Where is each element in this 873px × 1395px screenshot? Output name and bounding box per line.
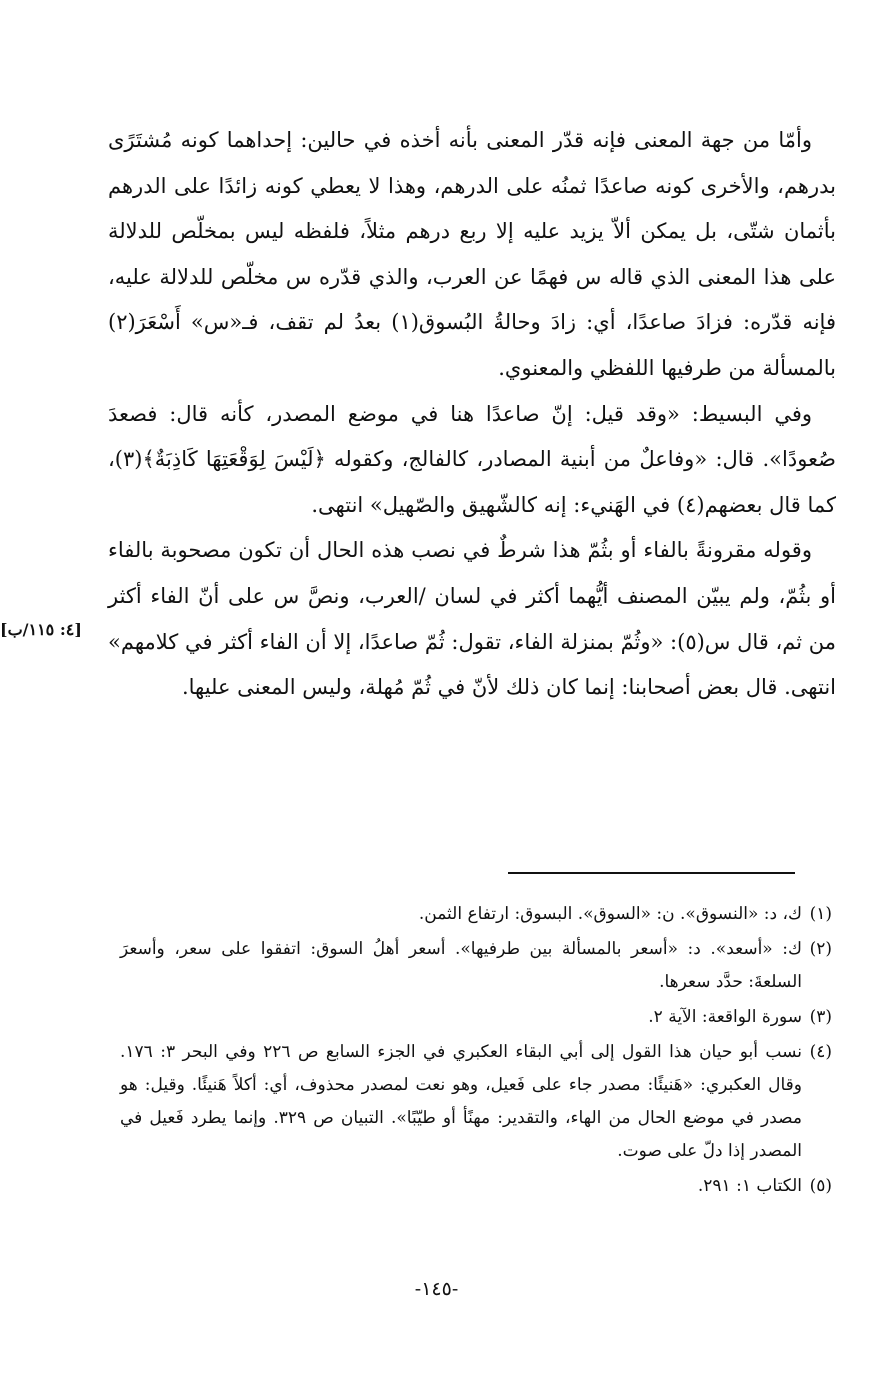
footnote-divider bbox=[508, 872, 795, 874]
footnote-text: سورة الواقعة: الآية ٢. bbox=[648, 1007, 802, 1027]
footnote bbox=[120, 898, 832, 931]
footnote bbox=[120, 1170, 832, 1203]
footnote-text: ك: «أسعد». د: «أسعر بالمسألة بين طرفيها». أسعر أهلُ السوق: اتفقوا على سعر، وأسعرَ السلعةَ: حدَّد سعرها. bbox=[120, 939, 802, 992]
footnote bbox=[120, 1001, 832, 1034]
footnote-number: (١) bbox=[809, 904, 832, 924]
footnote bbox=[120, 1036, 832, 1168]
footnote bbox=[120, 933, 832, 999]
footnote-number: (٣) bbox=[809, 1007, 832, 1027]
paragraph-1: وأمّا من جهة المعنى فإنه قدّر المعنى بأنه أخذه في حالين: إحداهما كونه مُشتَرًى بدرهم، والأخرى كونه صاعدًا ثمنُه على الدرهم، وهذا لا يعطي كونه زائدًا على الدرهم بأثمان شتّى، بل يمكن ألاّ يزيد عليه إلا ربع درهم مثلاً، فلفظه ليس بمخلّص للدلالة على هذا المعنى الذي قاله س فهمًا عن العرب، والذي قدّره س مخلّص للدلالة عليه، فإنه قدّره: فزادَ صاعدًا، أي: زادَ وحالةُ البُسوق(١) بعدُ لم تقف، فـ«س» أَسْعَرَ(٢) بالمسألة من طرفيها اللفظي والمعنوي. bbox=[108, 128, 836, 380]
main-text bbox=[108, 118, 836, 711]
footnote-text: ك، د: «النسوق». ن: «السوق». البسوق: ارتفاع الثمن. bbox=[418, 904, 802, 924]
footnote-number: (٤) bbox=[809, 1042, 832, 1062]
footnotes bbox=[120, 898, 832, 1205]
manuscript-folio-note: [٤: ١١٥/ب] bbox=[0, 620, 82, 639]
paragraph-2: وفي البسيط: «وقد قيل: إنّ صاعدًا هنا في موضع المصدر، كأنه قال: فصعدَ صُعودًا». قال: «وفاعلٌ من أبنية المصادر، كالفالج، وكقوله ﴿لَيْسَ لِوَقْعَتِهَا كَاذِبَةٌ﴾(٣)، كما قال بعضهم(٤) في الهَنيء: إنه كالشّهيق والصّهيل» انتهى. bbox=[108, 401, 836, 517]
page-number: -١٤٥- bbox=[414, 1278, 459, 1300]
paragraph-3: وقوله مقرونةً بالفاء أو بثُمّ هذا شرطٌ في نصب هذه الحال أن تكون مصحوبة بالفاء أو بثُمّ، ولم يبيّن المصنف أيُّهما أكثر في لسان /العرب، ونصَّ س على أنّ الفاء أكثر من ثم، قال س(٥): «وثُمّ بمنزلة الفاء، تقول: ثُمّ صاعدًا، إلا أن الفاء أكثر في كلامهم» انتهى. قال بعض أصحابنا: إنما كان ذلك لأنّ في ثُمّ مُهلة، وليس المعنى عليها. bbox=[108, 538, 836, 700]
footnote-number: (٢) bbox=[809, 939, 832, 959]
footnote-number: (٥) bbox=[809, 1176, 832, 1196]
footnote-text: نسب أبو حيان هذا القول إلى أبي البقاء العكبري في الجزء السابع ص ٢٢٦ وفي البحر ٣: ١٧٦. وقال العكبري: «هَنيئًا: مصدر جاء على فَعيل، وهو نعت لمصدر محذوف، أي: أكلاً هَنيئًا. وقيل: هو مصدر في موضع الحال من الهاء، والتقدير: مهنًأ أو طيّبًا». التبيان ص ٣٢٩. وإنما يطرد فَعيل في المصدر إذا دلّ على صوت. bbox=[120, 1042, 803, 1161]
footnote-text: الكتاب ١: ٢٩١. bbox=[697, 1176, 802, 1196]
